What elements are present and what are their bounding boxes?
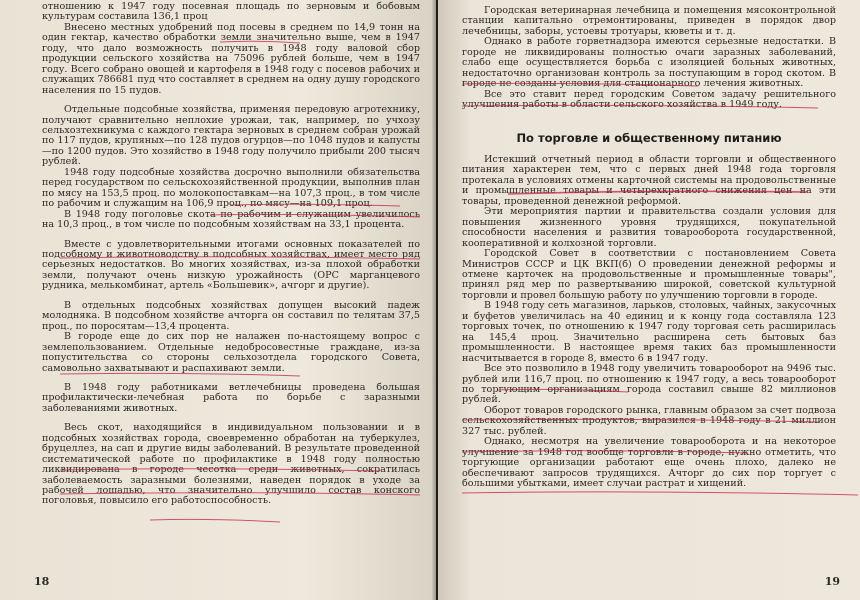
right-page [438,0,860,600]
pen-mark [150,519,280,522]
paragraph: Внесено местных удобрений под посевы в среднем по 14,9 тонн на один гектар, качество обработки земли значительно выше, чем в 1947 году, что дало возможность получить в 1948 году валовой сбор продукции сельского хозяйства на 75096 рублей больше, чем в 1947 году. Всего собрано овощей и картофеля в 1948 году с посевов рабочих и служащих 786681 пуд что составляет в среднем на одну душу городского населения по 15 пудов. [42,21,420,96]
paragraph: В 1948 году сеть магазинов, ларьков, столовых, чайных, закусочных и буфетов увеличилась на 40 единиц и к концу года составляла 123 торговых точек, по отношению к 1947 году торговая сеть расширилась на 145,4 проц. Значительно расширена сеть бытовых баз промышленности. В настоящее время таких баз промышленности насчитывается в городе 8, вместо 6 в 1947 году. [462,300,836,364]
paragraph: Все это ставит перед городским Советом задачу решительного улучшения работы в области сельского хозяйства в 1949 году. [462,88,836,111]
pen-mark [462,492,858,495]
paragraph: Оборот товаров городского рынка, главным образом за счет подвоза сельскохозяйственных продуктов, выразился в 1948 году в 21 миллион 327 тыс. рублей. [462,404,836,437]
paragraph: Истекший отчетный период в области торговли и общественного питания характерен тем, что с первых дней 1948 года торговля протекала в условиях отмены карточной системы на продовольственные и промышленные товары и четырехкратного снижения цен на эти товары, проведенной денежной реформой. [462,153,836,207]
paragraph: Эти мероприятия партии и правительства создали условия для повышения жизненного уровня трудящихся, покупательной способности населения и развития товарооборота государственной, кооперативной и колхозной торговли. [462,206,836,249]
paragraph: В отдельных подсобных хозяйствах допущен высокий падеж молодняка. В подсобном хозяйстве ачторга он составил по телятам 37,5 проц., по поросятам—13,4 процента. [42,299,420,332]
paragraph: Вместе с удовлетворительными итогами основных показателей по подсобному и животноводству в подсобных хозяйствах, имеет место ряд серьезных недостатков. Во многих хозяйствах, из-за плохой обработки земли, получают очень низкую урожайность (ОРС марганцевого рудника, мелькомбинат, артель «Большевик», ачгорг и другие). [42,238,420,292]
paragraph: Однако, несмотря на увеличение товарооборота и на некоторое улучшение за 1948 год вообще торговли в городе, нужно отметить, что торгующие организации работают еще очень плохо, далеко не обеспечивают запросов трудящихся. Ачторг до сих пор торгует с большими убытками, имеет случаи растрат и хищений. [462,436,836,490]
paragraph: В городе еще до сих пор не налажен по-настоящему вопрос с землепользованием. Отдельные недобросовестные граждане, из-за попустительства со стороны сельхозотдела городского Совета, самовольно захватывают и распахивают земли. [42,331,420,374]
section-heading: По торговле и общественному питанию [516,130,782,145]
paragraph: В 1948 году поголовье скота по рабочим и служащим увеличилось на 10,3 проц., в том числе по подсобным хозяйствам на 33,1 процента. [42,208,420,231]
left-page-text [42,2,420,507]
paragraph: Отдельные подсобные хозяйства, применяя передовую агротехнику, получают сравнительно неплохие урожаи, так, например, по учхозу сельхозтехникума с каждого гектара зерновых в среднем собран урожай по 117 пудов, крупяных—по 128 пудов огурцов—по 1048 пудов и капусты—по 1200 пудов. Это хозяйство в 1948 году получило прибыли 200 тысяч рублей. [42,104,420,168]
page-number: 18 [34,575,50,588]
paragraph: В 1948 году работниками ветлечебницы проведена большая профилактически-лечебная работа по борьбе с заразными заболеваниями животных. [42,381,420,414]
paragraph: Однако в работе горветнадзора имеются серьезные недостатки. В городе не ликвидированы полностью очаги заразных заболеваний, слабо еще осуществляется борьба с изоляцией больных животных, недостаточно организован контроль за поступающим в город скотом. В городе не созданы условия для стационарного лечения животных. [462,36,836,90]
paragraph: 1948 году подсобные хозяйства досрочно выполнили обязательства перед государством по сельскохозяйственной продукции, выполнив план по мясу на 153,5 проц. по молокопоставкам—на 107,3 проц., в том числе по рабочим и служащим на 106,9 проц., по мясу—на 109,1 проц. [42,166,420,210]
paragraph: Весь скот, находящийся в индивидуальном пользовании и в подсобных хозяйствах города, своевременно обработан на туберкулез, бруцеллез, на сап и другие виды заболеваний. В результате проведенной систематической работе по профилактике в 1948 году полностью ликвидирована в городе чесотка среди животных, сократилась заболеваемость заразными болезнями, наведен порядок в уходе за рабочей лошадью, что значительно улучшило состав конского поголовья, повысило его работоспособность. [42,422,420,507]
paragraph: отношению к 1947 году посевная площадь по зерновым и бобовым культурам составила 136,1 проц [42,1,420,23]
paragraph: Городская ветеринарная лечебница и помещения мясоконтрольной станции капитально отремонтированы, приведен в порядок двор лечебницы, заборы, устоевы тротуары, кюветы и т. д. [462,5,836,37]
paragraph: Все это позволило в 1948 году увеличить товарооборот на 9496 тыс. рублей или 116,7 проц. по отношению к 1947 году, а весь товарооборот по торгующим организациям города составил свыше 82 миллионов рублей. [462,363,836,406]
page-number: 19 [824,575,840,588]
right-page-text [462,6,836,489]
paragraph: Городской Совет в соответствии с постановлением Совета Министров СССР и ЦК ВКП(б) О проведении денежной реформы и отмене карточек на продовольственные и промышленные товары", принял ряд мер по развертыванию широкой, советской культурной торговли и провел большую работу по улучшению торговли в городе. [462,248,836,301]
